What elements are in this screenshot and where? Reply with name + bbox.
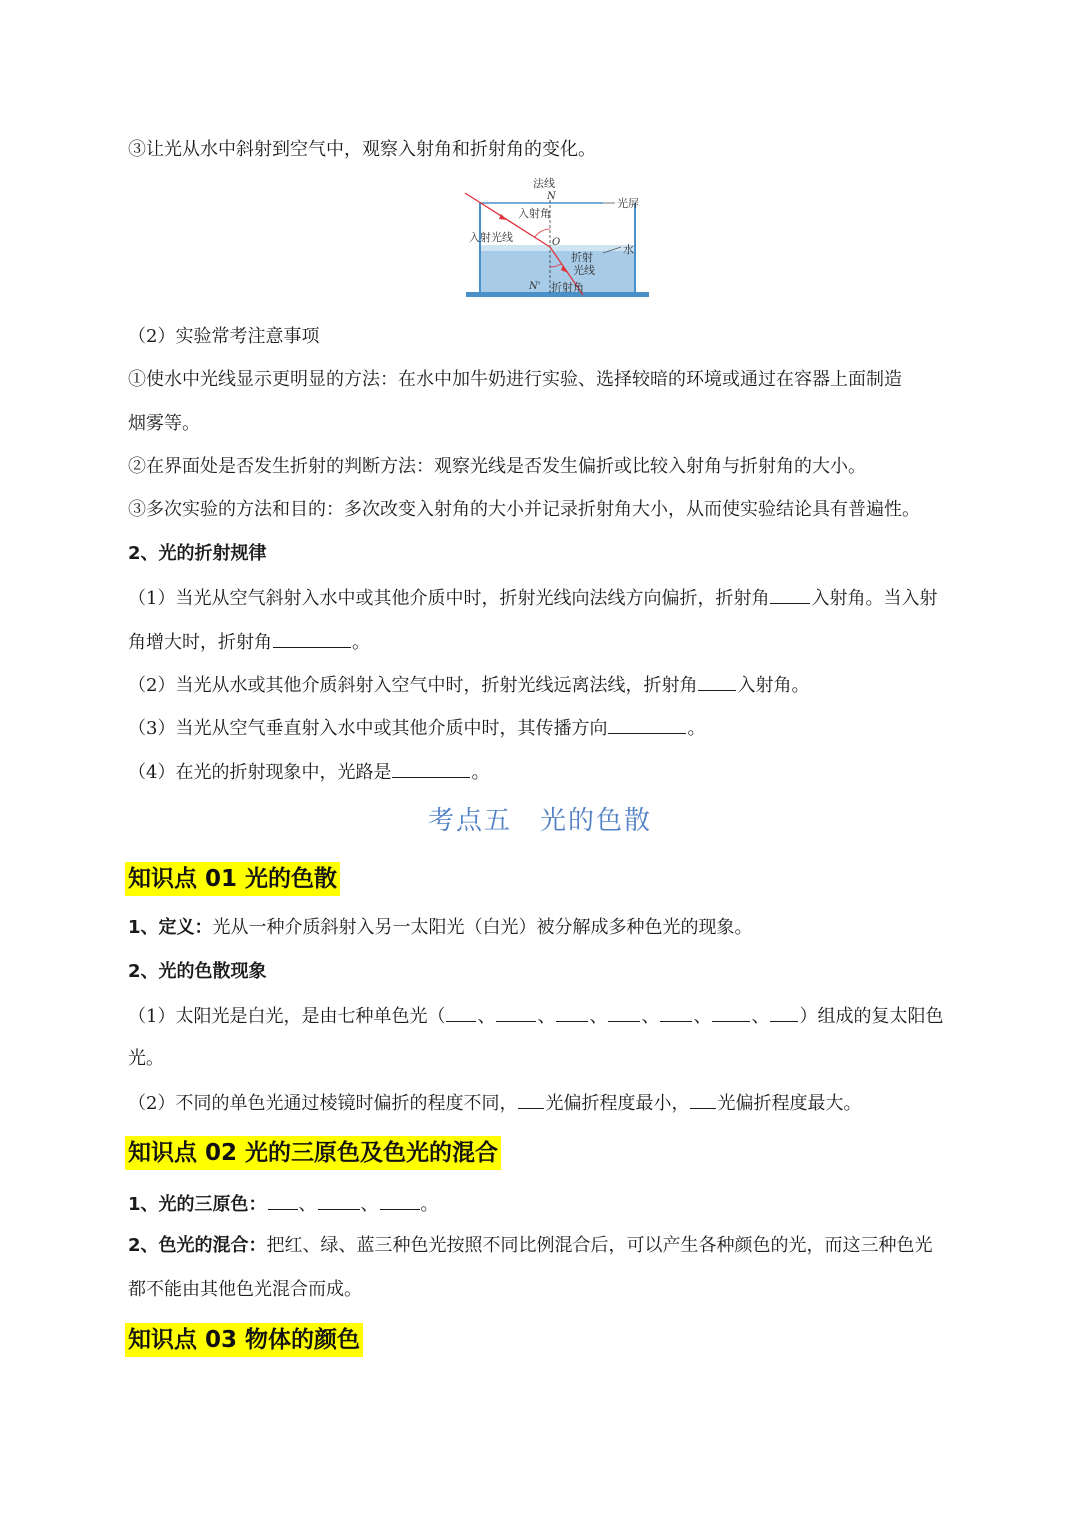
law-4-blank[interactable] [392,759,470,778]
section-title: 考点五 光的色散 [427,806,652,836]
color-mixing-line-1 [128,1234,933,1258]
primary-blank-1[interactable] [268,1191,298,1210]
dispersion-1-text-a: （1）太阳光是白光，是由七种单色光（ [128,1006,446,1027]
notes-heading: （2）实验常考注意事项 [128,326,320,347]
knowledge-point-01: 知识点 01 光的色散 [125,862,340,896]
law-4-text-b: 。 [471,762,490,783]
separator-1: 、 [477,1006,496,1027]
point-o-label: O [552,237,561,248]
refracted-ray-label-1: 折射 [571,251,593,264]
note-1-line-2: 烟雾等。 [128,413,200,434]
separator-2: 、 [537,1006,556,1027]
separator-5: 、 [693,1006,712,1027]
color-blank-2[interactable] [496,1003,536,1022]
law-4-text-a: （4）在光的折射现象中，光路是 [128,762,392,783]
dispersion-phenomenon-heading: 2、光的色散现象 [128,961,267,982]
separator-3: 、 [589,1006,608,1027]
law-2-text-a: （2）当光从水或其他介质斜射入空气中时，折射光线远离法线，折射角 [128,675,698,696]
dispersion-1-line-2: 光。 [128,1048,164,1069]
color-blank-7[interactable] [770,1003,798,1022]
incident-angle-arc [535,229,550,237]
law-1-text-c: 角增大时，折射角 [128,632,272,653]
law-2-blank[interactable] [698,672,736,691]
step-3-text: ③让光从水中斜射到空气中，观察入射角和折射角的变化。 [128,139,596,160]
definition-text: 光从一种介质斜射入另一太阳光（白光）被分解成多种色光的现象。 [212,917,753,938]
water-label: 水 [623,243,634,256]
primary-colors-end: 。 [420,1194,439,1215]
law-1-blank-2[interactable] [273,629,351,648]
color-blank-4[interactable] [608,1003,640,1022]
law-4 [128,759,489,785]
dispersion-2-text-c: 光偏折程度最大。 [717,1093,862,1114]
dispersion-2 [128,1090,861,1116]
law-1-text-a: （1）当光从空气斜射入水中或其他介质中时，折射光线向法线方向偏折，折射角 [128,588,770,609]
incident-ray-label: 入射光线 [469,231,513,244]
normal-label: 法线 [533,177,555,190]
color-blank-3[interactable] [556,1003,588,1022]
primary-colors [128,1191,439,1217]
primary-colors-label: 1、光的三原色： [128,1194,267,1215]
primary-blank-3[interactable] [380,1191,420,1210]
primary-separator-2: 、 [360,1194,379,1215]
definition-label: 1、定义： [128,917,213,938]
color-blank-1[interactable] [446,1003,476,1022]
separator-6: 、 [751,1006,770,1027]
note-3: ③多次实验的方法和目的：多次改变入射角的大小并记录折射角大小，从而使实验结论具有普遍性。 [128,499,920,520]
dispersion-1-line-1 [128,1003,943,1029]
law-1-text-b: 入射角。当入射 [811,588,938,609]
incident-angle-label: 入射角 [518,207,551,220]
color-mixing-line-2: 都不能由其他色光混合而成。 [128,1279,362,1300]
separator-4: 、 [641,1006,660,1027]
knowledge-point-02: 知识点 02 光的三原色及色光的混合 [125,1136,501,1170]
law-1-line-2 [128,629,370,655]
refraction-angle-label: 折射角 [551,281,584,294]
law-3 [128,715,705,741]
dispersion-1-text-b: ）组成的复太阳色 [799,1006,944,1027]
n-bottom-label: N' [529,281,541,292]
most-deflected-blank[interactable] [690,1090,716,1109]
law-1-blank-1[interactable] [770,585,810,604]
color-blank-6[interactable] [712,1003,750,1022]
refraction-experiment-figure [463,175,653,300]
knowledge-point-03: 知识点 03 物体的颜色 [125,1323,363,1357]
note-1-line-1: ①使水中光线显示更明显的方法：在水中加牛奶进行实验、选择较暗的环境或通过在容器上面制造 [128,369,902,390]
law-1-line-1 [128,585,937,611]
law-3-text-a: （3）当光从空气垂直射入水中或其他介质中时，其传播方向 [128,718,608,739]
primary-blank-2[interactable] [318,1191,360,1210]
refracted-ray-label-2: 光线 [573,264,595,277]
dispersion-2-text-a: （2）不同的单色光通过棱镜时偏折的程度不同， [128,1093,518,1114]
primary-separator-1: 、 [298,1194,317,1215]
law-3-blank[interactable] [608,715,686,734]
law-2-text-b: 入射角。 [737,675,810,696]
note-2: ②在界面处是否发生折射的判断方法：观察光线是否发生偏折或比较入射角与折射角的大小。 [128,456,866,477]
law-1-text-d: 。 [352,632,370,653]
n-top-label: N [547,191,556,202]
law-2 [128,672,809,698]
refraction-law-heading: 2、光的折射规律 [128,543,267,564]
color-mixing-label: 2、色光的混合： [128,1235,267,1256]
law-3-text-b: 。 [687,718,706,739]
color-blank-5[interactable] [660,1003,692,1022]
definition [128,916,753,940]
dispersion-2-text-b: 光偏折程度最小， [545,1093,690,1114]
least-deflected-blank[interactable] [518,1090,544,1109]
screen-label: 光屏 [617,197,639,210]
color-mixing-text: 把红、绿、蓝三种色光按照不同比例混合后，可以产生各种颜色的光，而这三种色光 [266,1235,933,1256]
